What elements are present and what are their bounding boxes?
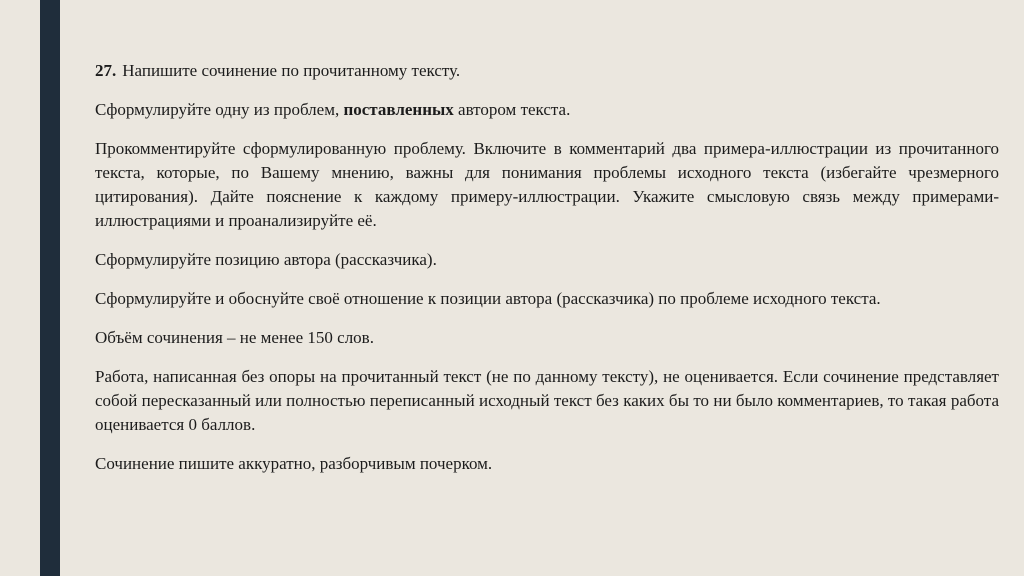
instruction-comment: Прокомментируйте сформулированную проблему. Включите в комментарий два примера-иллюстрации из прочитанного текста, которые, по Вашему мнению, важны для понимания проблемы исходного текста (избегайте чрезмерного цитирования). Дайте пояснение к каждому примеру-иллюстрации. Укажите смысловую связь между примерами-иллюстрациями и проанализируйте её. — [95, 139, 999, 230]
task-heading — [95, 59, 999, 83]
slide-content — [95, 59, 999, 491]
instruction-handwriting: Сочинение пишите аккуратно, разборчивым почерком. — [95, 454, 493, 473]
instruction-volume: Объём сочинения – не менее 150 слов. — [95, 328, 374, 347]
task-title: Напишите сочинение по прочитанному тексту. — [122, 61, 461, 80]
instruction-position: Сформулируйте позицию автора (рассказчика). — [95, 250, 437, 269]
instruction-problem-after: автором текста. — [453, 100, 571, 119]
instruction-problem-before: Сформулируйте одну из проблем, — [95, 100, 344, 119]
left-accent-bar — [40, 0, 60, 576]
instruction-problem-bold: поставленных — [343, 100, 454, 119]
instruction-attitude: Сформулируйте и обоснуйте своё отношение к позиции автора (рассказчика) по проблеме исходного текста. — [95, 289, 881, 308]
instruction-problem — [95, 98, 999, 122]
instruction-rules: Работа, написанная без опоры на прочитанный текст (не по данному тексту), не оценивается. Если сочинение представляет собой пересказанный или полностью переписанный исходный текст без каких бы то ни было комментариев, то такая работа оценивается 0 баллов. — [95, 367, 999, 434]
task-number: 27. — [95, 61, 117, 80]
